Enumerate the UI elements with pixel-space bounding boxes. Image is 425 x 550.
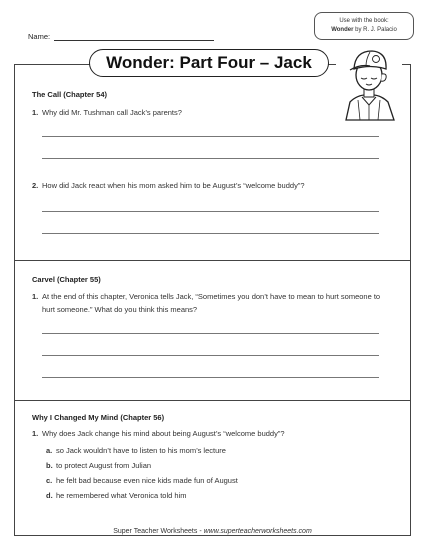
answer-line[interactable] bbox=[42, 377, 379, 378]
book-info-title-line bbox=[315, 26, 413, 35]
question-1 bbox=[32, 106, 387, 119]
question-number: 1. bbox=[32, 292, 39, 301]
option-letter: c. bbox=[46, 476, 53, 485]
name-label: Name: bbox=[28, 32, 51, 41]
question-2 bbox=[32, 179, 387, 192]
option-a[interactable] bbox=[46, 446, 226, 455]
answer-line[interactable] bbox=[42, 136, 379, 137]
book-info-box bbox=[314, 12, 414, 40]
section-divider-1 bbox=[14, 260, 411, 261]
section-divider-2 bbox=[14, 400, 411, 401]
footer-url[interactable]: www.superteacherworksheets.com bbox=[203, 528, 312, 535]
question-1 bbox=[32, 427, 387, 440]
book-author: by R. J. Palacio bbox=[353, 26, 397, 33]
question-text: Why did Mr. Tushman call Jack’s parents? bbox=[42, 108, 182, 117]
name-field[interactable] bbox=[54, 33, 214, 41]
worksheet-title bbox=[89, 49, 329, 77]
answer-line[interactable] bbox=[42, 355, 379, 356]
section-title-the-call: The Call (Chapter 54) bbox=[32, 90, 108, 99]
question-number: 2. bbox=[32, 181, 39, 190]
book-title: Wonder bbox=[331, 26, 354, 33]
option-text: to protect August from Julian bbox=[56, 461, 152, 470]
option-letter: d. bbox=[46, 491, 53, 500]
question-text: How did Jack react when his mom asked him to be August’s “welcome buddy”? bbox=[42, 181, 305, 190]
answer-line[interactable] bbox=[42, 211, 379, 212]
name-row bbox=[28, 32, 214, 41]
book-info-line: Use with the book: bbox=[339, 18, 389, 24]
question-text: At the end of this chapter, Veronica tells Jack, “Sometimes you don’t have to mean to hurt someone to hurt someone.” What do you think this means? bbox=[42, 292, 381, 314]
option-letter: a. bbox=[46, 446, 53, 455]
question-1 bbox=[32, 290, 387, 316]
option-letter: b. bbox=[46, 461, 53, 470]
option-c[interactable] bbox=[46, 476, 238, 485]
section-title-carvel: Carvel (Chapter 55) bbox=[32, 275, 101, 284]
footer-separator: - bbox=[197, 528, 204, 535]
option-d[interactable] bbox=[46, 491, 187, 500]
footer-brand: Super Teacher Worksheets bbox=[113, 528, 198, 535]
footer bbox=[0, 528, 425, 535]
question-number: 1. bbox=[32, 429, 39, 438]
option-text: he remembered what Veronica told him bbox=[56, 491, 187, 500]
option-text: so Jack wouldn’t have to listen to his mom’s lecture bbox=[56, 446, 226, 455]
answer-line[interactable] bbox=[42, 333, 379, 334]
answer-line[interactable] bbox=[42, 233, 379, 234]
option-text: he felt bad because even nice kids made fun of August bbox=[56, 476, 238, 485]
option-b[interactable] bbox=[46, 461, 151, 470]
question-number: 1. bbox=[32, 108, 39, 117]
section-title-why-i-changed-my-mind: Why I Changed My Mind (Chapter 56) bbox=[32, 413, 165, 422]
answer-line[interactable] bbox=[42, 158, 379, 159]
question-text: Why does Jack change his mind about being August’s “welcome buddy”? bbox=[42, 429, 285, 438]
worksheet-title-text: Wonder: Part Four – Jack bbox=[106, 53, 312, 72]
